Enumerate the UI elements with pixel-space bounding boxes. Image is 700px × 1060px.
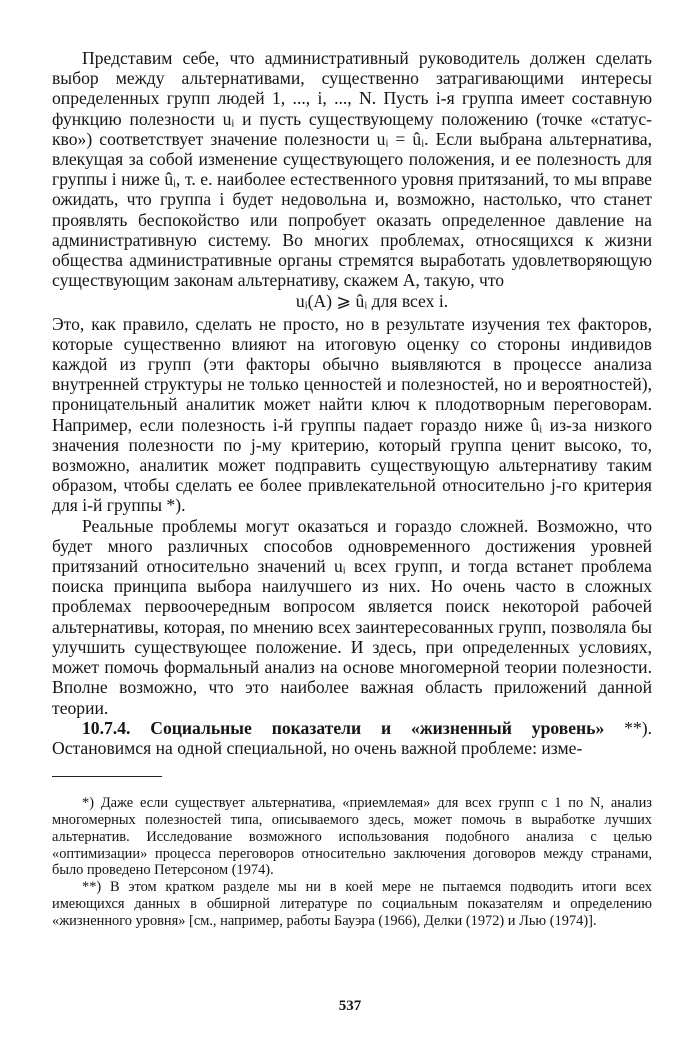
section-heading-line: [52, 718, 652, 758]
section-text: Остановимся на одной специальной, но очень важной проблеме: изме-: [52, 737, 583, 758]
page-body: [52, 48, 652, 929]
formula: uᵢ(A) ⩾ ûᵢ для всех i.: [295, 291, 449, 312]
page-number: 537: [338, 998, 362, 1014]
footnote-2: **) В этом кратком разделе мы ни в коей мере не пытаемся подводить итоги всех имеющихся данных в обширной литературе по социальным показателям и определению «жизненного уровня» [см., например, работы Бауэра (1966), Делки (1972) и Лью (1974)].: [52, 879, 652, 929]
footnote-1: *) Даже если существует альтернатива, «приемлемая» для всех групп с 1 по N, анализ многомерных полезностей типа, описываемого здесь, может помочь в выработке лучших альтернатив. Исследование возможного использования подобного анализа с целью «оптимизации» процесса переговоров относительно заключения договоров между странами, было проведено Петерсоном (1974).: [52, 795, 652, 879]
paragraph-intro: Представим себе, что административный руководитель должен сделать выбор между альтернативами, существенно затрагивающими интересы определенных групп людей 1, ..., i, ..., N. Пусть i-я группа имеет составную функцию полезности uᵢ и пусть существующему положению (точке «статус-кво») соответствует значение полезности uᵢ = ûᵢ. Если выбрана альтернатива, влекущая за собой изменение существующего положения, и ее полезность для группы i ниже ûᵢ, т. е. наиболее естественного уровня притязаний, то мы вправе ожидать, что группа i будет недовольна и, возможно, настолько, что станет проявлять беспокойство или попробует оказать определенное давление на административную систему. Во многих проблемах, относящихся к жизни общества административные органы стремятся выработать удовлетворяющую существующим законам альтернативу, скажем A, такую, что: [52, 48, 652, 291]
section-title: 10.7.4. Социальные показатели и «жизненный уровень»: [82, 717, 605, 738]
paragraph-real-problems: Реальные проблемы могут оказаться и гораздо сложней. Возможно, что будет много различных способов одновременного достижения уровней притязаний относительно значений uᵢ всех групп, и тогда встанет проблема поиска принципа выбора наилучшего из них. Но очень часто в сложных проблемах первоочередным вопросом является поиск некоторой рабочей альтернативы, которая, по мнению всех заинтересованных групп, позволяла бы улучшить существующее положение. И здесь, при определенных условиях, может помочь формальный анализ на основе многомерной теории полезности. Вполне возможно, что это наиболее важная область приложений данной теории.: [52, 515, 652, 718]
paragraph-analysis: Это, как правило, сделать не просто, но в результате изучения тех факторов, которые существенно влияют на итоговую оценку со стороны индивидов каждой из групп (эти факторы обычно выявляются в процессе анализа внутренней структуры не только ценностей и полезностей, но и вероятностей), проницательный аналитик может найти ключ к плодотворным переговорам. Например, если полезность i-й группы падает гораздо ниже ûᵢ из-за низкого значения полезности по j-му критерию, который группа ценит высоко, то, возможно, аналитик может подправить существующую альтернативу таким образом, чтобы сделать ее более привлекательной относительно j-го критерия для i-й группы *).: [52, 313, 652, 516]
footnote-separator: [52, 776, 162, 777]
section-footnote-marker: **).: [604, 717, 653, 738]
